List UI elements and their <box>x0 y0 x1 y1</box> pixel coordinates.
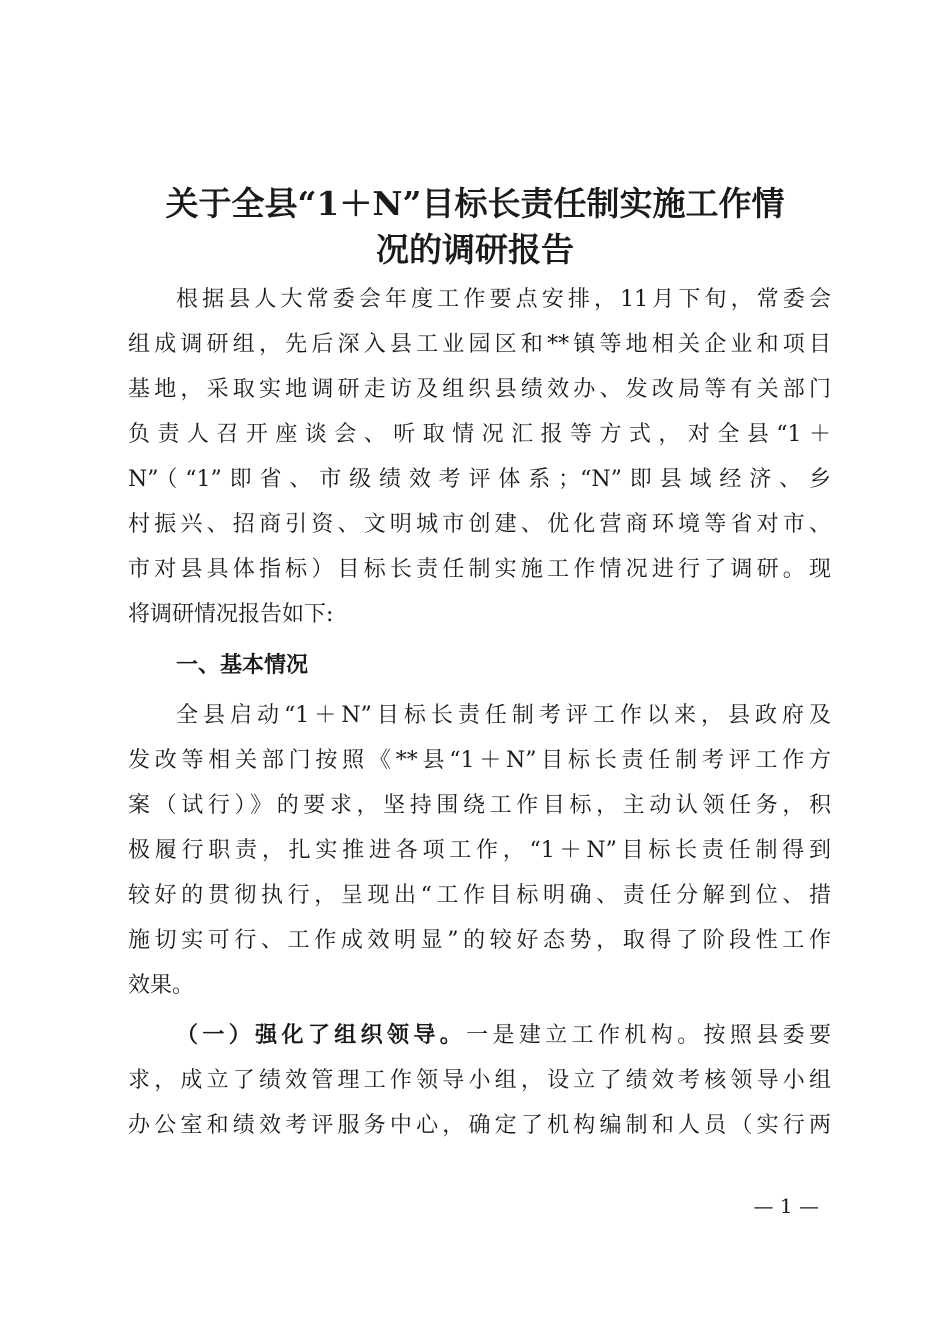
section-line: 极履行职责，扎实推进各项工作，“1＋N”目标长责任制得到 <box>128 838 831 863</box>
document-title-line-2: 况的调研报告 <box>376 230 574 269</box>
subsection-heading: （一）强化了组织领导。 <box>176 1023 467 1048</box>
section-heading: 一、基本情况 <box>176 653 309 678</box>
intro-line: 基地，采取实地调研走访及组织县绩效办、发改局等有关部门 <box>128 377 831 402</box>
intro-line: 组成调研组，先后深入县工业园区和**镇等地相关企业和项目 <box>128 332 831 357</box>
page-number: — 1 — <box>753 1194 819 1218</box>
section-line: 较好的贯彻执行，呈现出“工作目标明确、责任分解到位、措 <box>128 883 831 908</box>
intro-line: N”（“1”即省、市级绩效考评体系；“N”即县域经济、乡 <box>128 467 831 492</box>
intro-line: 村振兴、招商引资、文明城市创建、优化营商环境等省对市、 <box>128 512 831 537</box>
document-title-line-1: 关于全县“1＋N”目标长责任制实施工作情 <box>165 184 785 223</box>
subsection-line: 求，成立了绩效管理工作领导小组，设立了绩效考核领导小组 <box>128 1068 831 1093</box>
section-line: 施切实可行、工作成效明显”的较好态势，取得了阶段性工作 <box>128 928 831 953</box>
section-line: 案（试行）》的要求，坚持围绕工作目标，主动认领任务，积 <box>128 793 831 818</box>
intro-line: 将调研情况报告如下: <box>128 602 334 627</box>
subsection-first-line-text: 一是建立工作机构。按照县委要 <box>466 1023 831 1048</box>
section-line: 效果。 <box>128 973 195 998</box>
intro-line: 负责人召开座谈会、听取情况汇报等方式，对全县“1＋ <box>128 422 831 447</box>
subsection-line: 办公室和绩效考评服务中心，确定了机构编制和人员（实行两 <box>128 1113 831 1138</box>
subsection-first-line <box>176 1021 831 1051</box>
section-line: 全县启动“1＋N”目标长责任制考评工作以来，县政府及 <box>176 703 831 728</box>
section-line: 发改等相关部门按照《**县“1＋N”目标长责任制考评工作方 <box>128 748 831 773</box>
intro-line: 市对县具体指标）目标长责任制实施工作情况进行了调研。现 <box>128 557 831 582</box>
intro-line: 根据县人大常委会年度工作要点安排，11月下旬，常委会 <box>176 287 831 312</box>
